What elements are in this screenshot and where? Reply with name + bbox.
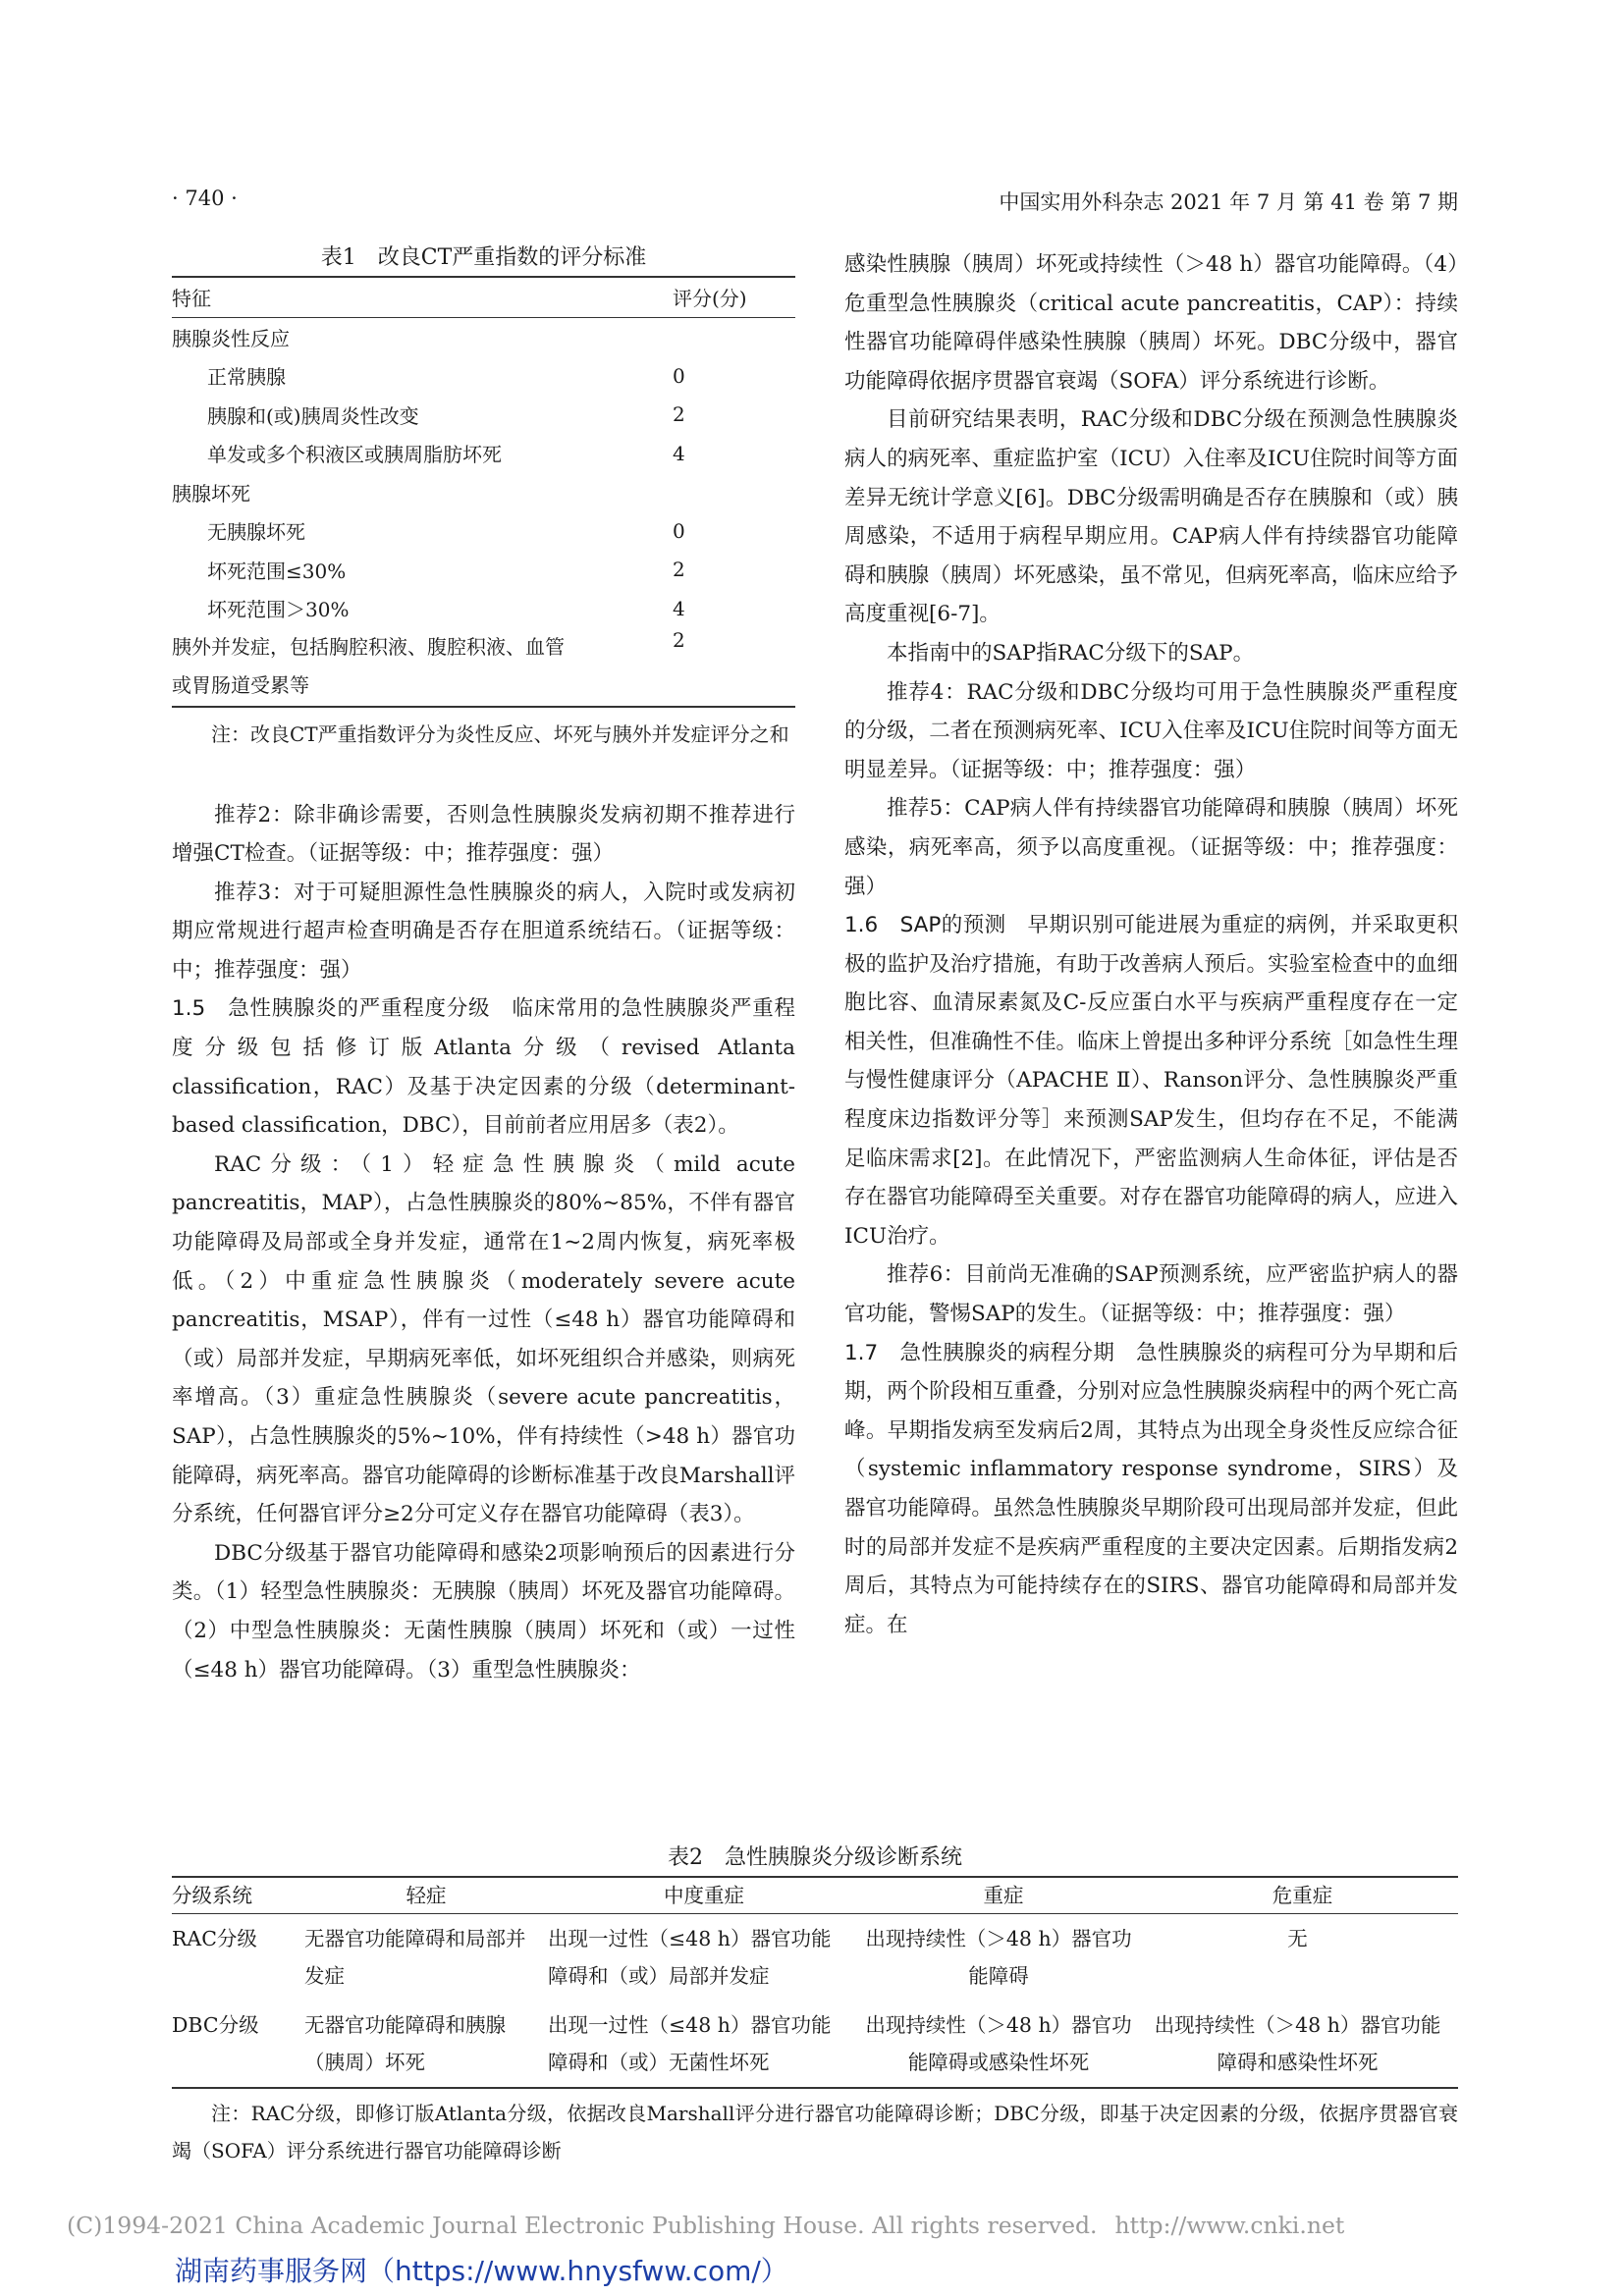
- table1-feature-cell: 正常胰腺: [207, 365, 286, 390]
- table1-row: [172, 317, 795, 356]
- table1-score-cell: 2: [673, 402, 685, 427]
- table2-cell: 出现持续性（＞48 h）器官功能障碍或感染性坏死: [860, 2001, 1147, 2088]
- table1-score-cell: 0: [673, 518, 685, 543]
- body-paragraph: [844, 673, 1458, 790]
- table2-note: 注：RAC分级，即修订版Atlanta分级，依据改良Marshall评分进行器官功能障碍诊断；DBC分级，即基于决定因素的分级，依据序贯器官衰竭（SOFA）评分系统进行器官功能障碍诊断: [172, 2102, 1458, 2163]
- paragraph-text: 目前研究结果表明，RAC分级和DBC分级在预测急性胰腺炎病人的病死率、重症监护室（ICU）入住率及ICU住院时间等方面差异无统计学意义[6]。DBC分级需明确是否存在胰腺和（或）胰周感染，不适用于病程早期应用。CAP病人伴有持续器官功能障碍和胰腺（胰周）坏死感染，虽不常见，但病死率高，临床应给予高度重视[6-7]。: [844, 407, 1458, 627]
- table2-cell: 无器官功能障碍和局部并发症: [304, 1927, 526, 1988]
- body-paragraph: [172, 796, 795, 874]
- table2-header-cell: 轻症: [304, 1877, 548, 1914]
- table1-feature-cell: 胰腺炎性反应: [172, 326, 290, 350]
- paragraph-text: 推荐5：CAP病人伴有持续器官功能障碍和胰腺（胰周）坏死感染，病死率高，须予以高度重视。（证据等级：中；推荐强度：强）: [844, 796, 1458, 899]
- table1-note: 注：改良CT严重指数评分为炎性反应、坏死与胰外并发症评分之和: [211, 721, 789, 746]
- table1-feature-cell: 胰外并发症，包括胸腔积液、腹腔积液、血管或胃肠道受累等: [172, 628, 673, 707]
- table1-feature-cell: 坏死范围＞30%: [207, 598, 350, 622]
- table2-body: [172, 1914, 1458, 2089]
- table2: [172, 1876, 1458, 2089]
- table1-col-score: 评分(分): [673, 277, 795, 317]
- journal-info: 中国实用外科杂志 2021 年 7 月 第 41 卷 第 7 期: [999, 190, 1458, 214]
- table2-cell: 出现一过性（≤48 h）器官功能障碍和（或）局部并发症: [548, 1927, 832, 1988]
- paragraph-text: 感染性胰腺（胰周）坏死或持续性（＞48 h）器官功能障碍。（4）危重型急性胰腺炎（critical acute pancreatitis，CAP）：持续性器官功能障碍伴感染性胰腺（胰周）坏死。DBC分级中，器官功能障碍依据序贯器官衰竭（SOFA）评分系统进行诊断。: [844, 252, 1458, 394]
- table2-row: [172, 2001, 1458, 2088]
- right-column: [844, 245, 1458, 1644]
- body-paragraph: [844, 1334, 1458, 1645]
- table1-row: [172, 511, 795, 551]
- table1-score-cell: 0: [673, 363, 685, 388]
- table1-col-feature: 特征: [172, 277, 673, 317]
- table1-feature-cell: 胰腺坏死: [172, 481, 250, 506]
- body-paragraph: [844, 1255, 1458, 1333]
- paragraph-text: 急性胰腺炎的病程可分为早期和后期，两个阶段相互重叠，分别对应急性胰腺炎病程中的两个死亡高峰。早期指发病至发病后2周，其特点为出现全身炎性反应综合征（systemic inflammatory response syndrome，SIRS）及器官功能障碍。虽然急性胰腺炎早期阶段可出现局部并发症，但此时的局部并发症不是疾病严重程度的主要决定因素。后期指发病2周后，其特点为可能持续存在的SIRS、器官功能障碍和局部并发症。在: [844, 1340, 1458, 1637]
- table2-cell: 无器官功能障碍和胰腺（胰周）坏死: [304, 2001, 548, 2088]
- section-heading: 1.5 急性胰腺炎的严重程度分级: [172, 996, 491, 1022]
- table2-cell: 出现持续性（＞48 h）器官功能障碍和感染性坏死: [1147, 2001, 1458, 2088]
- table2-cell: 出现持续性（＞48 h）器官功能障碍: [865, 1927, 1132, 1988]
- copyright-text: (C)1994-2021 China Academic Journal Electronic Publishing House. All rights reserved.: [67, 2212, 1098, 2239]
- table1-row: [172, 473, 795, 512]
- body-paragraph: [844, 400, 1458, 634]
- paragraph-text: DBC分级基于器官功能障碍和感染2项影响预后的因素进行分类。（1）轻型急性胰腺炎：无胰腺（胰周）坏死及器官功能障碍。（2）中型急性胰腺炎：无菌性胰腺（胰周）坏死和（或）一过性（≤48 h）器官功能障碍。（3）重型急性胰腺炎：: [172, 1540, 795, 1682]
- paragraph-text: 推荐4：RAC分级和DBC分级均可用于急性胰腺炎严重程度的分级，二者在预测病死率、ICU入住率及ICU住院时间等方面无明显差异。（证据等级：中；推荐强度：强）: [844, 679, 1458, 782]
- table1: [172, 276, 795, 708]
- table2-header-cell: 重症: [860, 1877, 1147, 1914]
- table1-feature-cell: 胰腺和(或)胰周炎性改变: [207, 403, 419, 428]
- body-paragraph: [844, 906, 1458, 1255]
- body-paragraph: [172, 874, 795, 990]
- table2-header-row: [172, 1877, 1458, 1914]
- body-paragraph: [172, 1534, 795, 1689]
- body-paragraph: [844, 245, 1458, 400]
- section-heading: 1.7 急性胰腺炎的病程分期: [844, 1340, 1115, 1365]
- section-heading: 1.6 SAP的预测: [844, 913, 1006, 938]
- table1-row: [172, 356, 795, 396]
- table1-score-cell: [673, 473, 795, 512]
- table2-header-cell: 中度重症: [548, 1877, 860, 1914]
- table2-cell: 无: [1287, 1927, 1308, 1950]
- table1-body: [172, 317, 795, 707]
- cnki-url[interactable]: http://www.cnki.net: [1114, 2212, 1345, 2239]
- copyright-footer: [67, 2212, 1344, 2239]
- paragraph-text: 临床常用的急性胰腺炎严重程度分级包括修订版Atlanta分级（revised Atlanta classification，RAC）及基于决定因素的分级（determinant-based classification，DBC），目前前者应用居多（表2）。: [172, 996, 795, 1139]
- table1-score-cell: [673, 317, 795, 356]
- body-paragraph: [844, 789, 1458, 906]
- paragraph-text: 推荐3：对于可疑胆源性急性胰腺炎的病人，入院时或发病初期应常规进行超声检查明确是否存在胆道系统结石。（证据等级：中；推荐强度：强）: [172, 880, 795, 983]
- paragraph-text: 本指南中的SAP指RAC分级下的SAP。: [887, 640, 1255, 666]
- table1-score-cell: 2: [673, 628, 795, 707]
- table1-feature-cell: 单发或多个积液区或胰周脂肪坏死: [207, 443, 502, 467]
- table1-score-cell: 4: [673, 441, 685, 465]
- table1-row: [172, 628, 795, 707]
- table2-cell: RAC分级: [172, 1927, 257, 1950]
- table1-row: [172, 434, 795, 473]
- table1-score-cell: 2: [673, 558, 685, 582]
- table2-cell: 出现一过性（≤48 h）器官功能障碍和（或）无菌性坏死: [548, 2001, 860, 2088]
- table1-row: [172, 396, 795, 435]
- table2-caption: 表2 急性胰腺炎分级诊断系统: [668, 1845, 962, 1870]
- table2-cell: DBC分级: [172, 2001, 304, 2088]
- watermark-link[interactable]: 湖南药事服务网（https://www.hnysfww.com/）: [175, 2255, 788, 2287]
- paragraph-text: 早期识别可能进展为重症的病例，并采取更积极的监护及治疗措施，有助于改善病人预后。实验室检查中的血细胞比容、血清尿素氮及C-反应蛋白水平与疾病严重程度存在一定相关性，但准确性不佳。临床上曾提出多种评分系统［如急性生理与慢性健康评分（APACHE Ⅱ）、Ranson评分、急性胰腺炎严重程度床边指数评分等］来预测SAP发生，但均存在不足，不能满足临床需求[2]。在此情况下，严密监测病人生命体征，评估是否存在器官功能障碍至关重要。对存在器官功能障碍的病人，应进入ICU治疗。: [844, 913, 1458, 1249]
- paragraph-text: 推荐6：目前尚无准确的SAP预测系统，应严密监护病人的器官功能，警惕SAP的发生。（证据等级：中；推荐强度：强）: [844, 1262, 1458, 1327]
- body-paragraph: [844, 634, 1458, 673]
- left-column: [172, 240, 795, 1689]
- page-number: · 740 ·: [172, 187, 238, 210]
- paragraph-text: 推荐2：除非确诊需要，否则急性胰腺炎发病初期不推荐进行增强CT检查。（证据等级：中；推荐强度：强）: [172, 802, 795, 867]
- table1-row: [172, 551, 795, 590]
- table1-feature-cell: 坏死范围≤30%: [207, 559, 347, 583]
- paragraph-text: RAC分级：（1）轻症急性胰腺炎（mild acute pancreatitis，MAP），占急性胰腺炎的80%~85%，不伴有器官功能障碍及局部或全身并发症，通常在1~2周内恢复，病死率极低。（2）中重症急性胰腺炎（moderately severe acute pancreatitis，MSAP），伴有一过性（≤48 h）器官功能障碍和（或）局部并发症，早期病死率低，如坏死组织合并感染，则病死率增高。（3）重症急性胰腺炎（severe acute pancreatitis，SAP），占急性胰腺炎的5%~10%，伴有持续性（>48 h）器官功能障碍，病死率高。器官功能障碍的诊断标准基于改良Marshall评分系统，任何器官评分≥2分可定义存在器官功能障碍（表3）。: [172, 1151, 795, 1527]
- table2-section: [172, 1841, 1458, 2169]
- left-body-text: [172, 796, 795, 1690]
- table1-caption: 表1 改良CT严重指数的评分标准: [320, 245, 647, 270]
- body-paragraph: [172, 1146, 795, 1534]
- table2-header-cell: 分级系统: [172, 1877, 304, 1914]
- table1-score-cell: 4: [673, 596, 685, 620]
- table2-row: [172, 1914, 1458, 2002]
- right-body-text: [844, 245, 1458, 1644]
- table1-feature-cell: 无胰腺坏死: [207, 520, 305, 545]
- table2-header-cell: 危重症: [1147, 1877, 1458, 1914]
- page-header: [172, 187, 1458, 218]
- table1-row: [172, 589, 795, 628]
- table1-header-row: [172, 277, 795, 317]
- body-paragraph: [172, 989, 795, 1145]
